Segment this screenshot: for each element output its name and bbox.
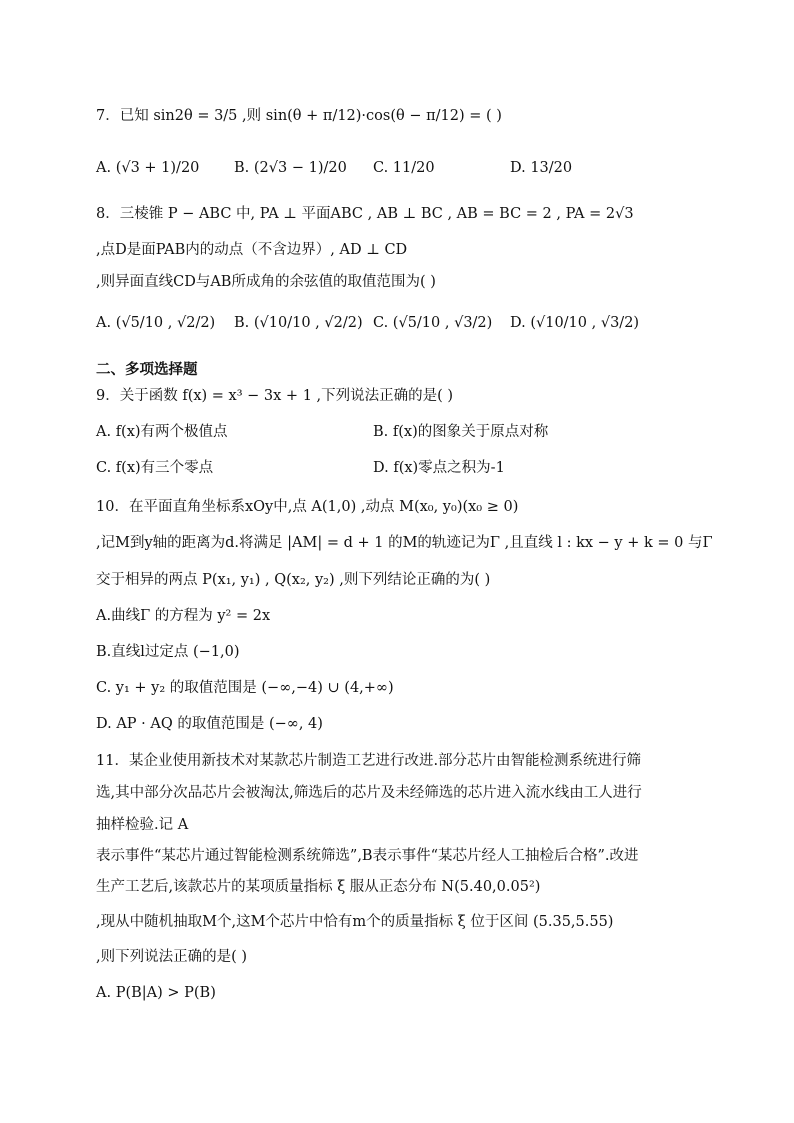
q10-option-b: B.直线l过定点 (−1,0): [96, 644, 240, 660]
q9-option-d: D. f(x)零点之积为-1: [373, 460, 505, 476]
q7-option-d: D. 13/20: [510, 160, 573, 176]
q10-option-a: A.曲线Γ 的方程为 y² = 2x: [96, 608, 271, 624]
q11-line-6: ,现从中随机抽取M个,这M个芯片中恰有m个的质量指标 ξ 位于区间 (5.35,5.55): [96, 914, 614, 930]
q9-option-a: A. f(x)有两个极值点: [96, 424, 228, 440]
q11-option-a: A. P(B|A) > P(B): [96, 985, 216, 1001]
q8-line-2: ,点D是面PAB内的动点（不含边界）, AD ⊥ CD: [96, 242, 408, 258]
q10-option-d: D. AP · AQ 的取值范围是 (−∞, 4): [96, 716, 323, 732]
q11-line-4: 表示事件“某芯片通过智能检测系统筛选”,B表示事件“某芯片经人工抽检后合格”.改进: [96, 848, 639, 864]
q10-line-3: 交于相异的两点 P(x₁, y₁) , Q(x₂, y₂) ,则下列结论正确的为( ): [96, 572, 491, 588]
q9-option-b: B. f(x)的图象关于原点对称: [373, 424, 549, 440]
q11-line-1: 11．某企业使用新技术对某款芯片制造工艺进行改进.部分芯片由智能检测系统进行筛: [96, 753, 642, 769]
q9-option-c: C. f(x)有三个零点: [96, 460, 214, 476]
q10-option-c: C. y₁ + y₂ 的取值范围是 (−∞,−4) ∪ (4,+∞): [96, 680, 394, 696]
q11-line-5: 生产工艺后,该款芯片的某项质量指标 ξ 服从正态分布 N(5.40,0.05²): [96, 879, 541, 895]
q10-stem: 10．在平面直角坐标系xOy中,点 A(1,0) ,动点 M(x₀, y₀)(x₀ ≥ 0): [96, 499, 519, 515]
q11-line-2: 选,其中部分次品芯片会被淘汰,筛选后的芯片及未经筛选的芯片进入流水线由工人进行: [96, 785, 642, 801]
q8-option-d: D. (√10/10 , √3/2): [510, 315, 640, 331]
q11-line-3: 抽样检验.记 A: [96, 817, 189, 833]
q8-line-3: ,则异面直线CD与AB所成角的余弦值的取值范围为( ): [96, 274, 436, 290]
q8-option-b: B. (√10/10 , √2/2): [234, 315, 363, 331]
q11-line-7: ,则下列说法正确的是( ): [96, 949, 248, 965]
q7-option-a: A. (√3 + 1)/20: [96, 160, 200, 176]
q8-stem: 8．三棱锥 P − ABC 中, PA ⊥ 平面ABC , AB ⊥ BC , AB = BC = 2 , PA = 2√3: [96, 206, 634, 222]
q7-stem: 7．已知 sin2θ = 3/5 ,则 sin(θ + π/12)·cos(θ − π/12) = ( ): [96, 108, 502, 124]
q9-stem: 9．关于函数 f(x) = x³ − 3x + 1 ,下列说法正确的是( ): [96, 388, 454, 404]
q8-option-a: A. (√5/10 , √2/2): [96, 315, 216, 331]
section-title: 二、多项选择题: [96, 362, 198, 378]
q8-option-c: C. (√5/10 , √3/2): [373, 315, 493, 331]
q7-option-c: C. 11/20: [373, 160, 435, 176]
q10-line-2: ,记M到y轴的距离为d.将满足 |AM| = d + 1 的M的轨迹记为Γ ,且直线 l : kx − y + k = 0 与Γ: [96, 535, 713, 551]
q7-option-b: B. (2√3 − 1)/20: [234, 160, 347, 176]
